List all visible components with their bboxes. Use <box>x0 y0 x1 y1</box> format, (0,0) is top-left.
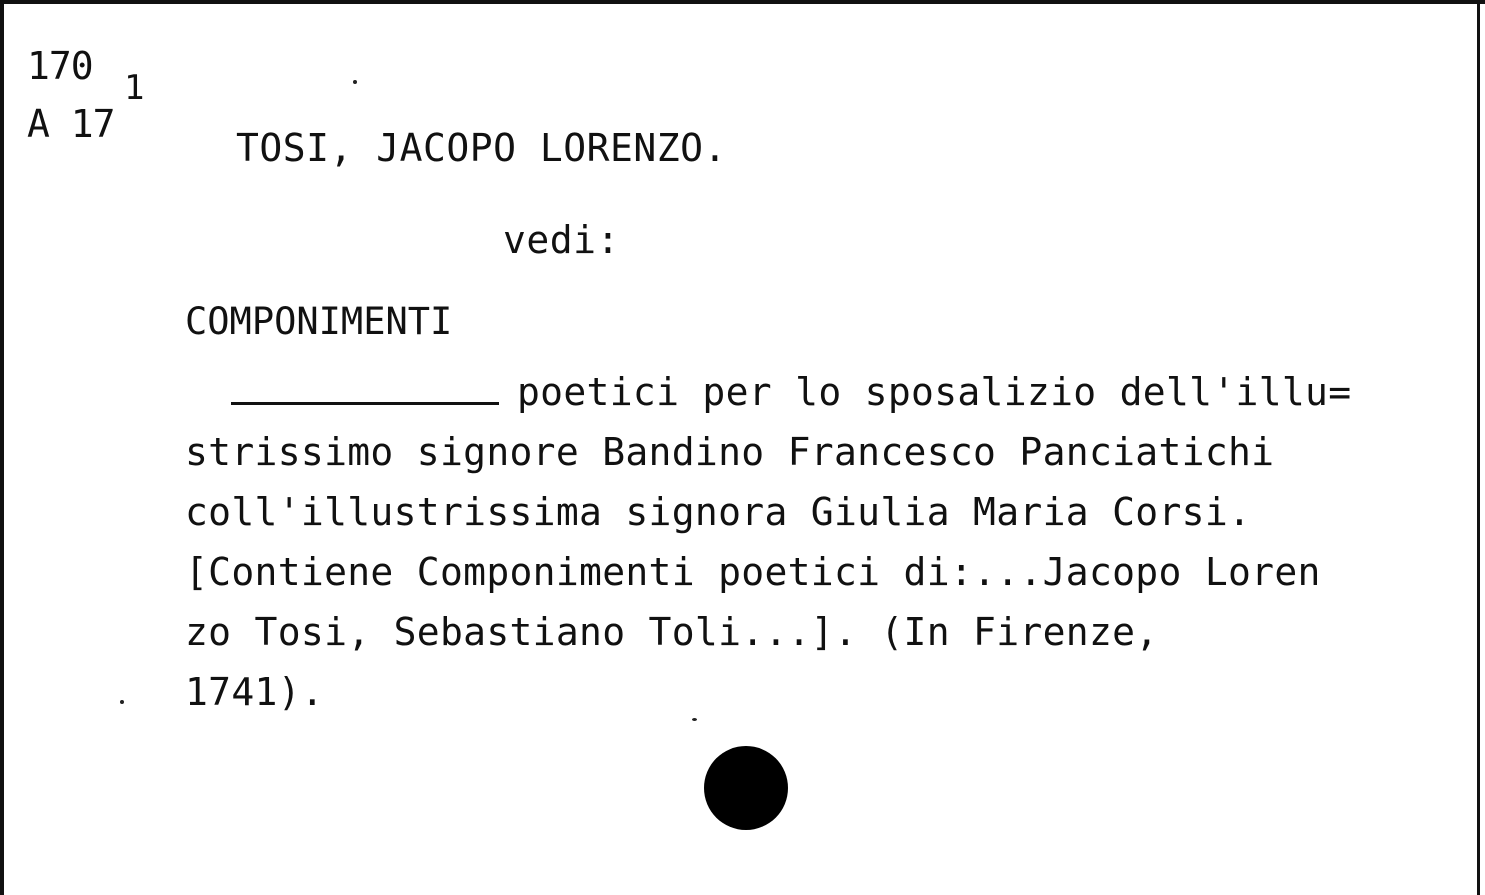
punch-hole <box>704 746 788 830</box>
description-line-text: poetici per lo sposalizio dell'illu= <box>517 370 1352 414</box>
card-edge-left <box>0 0 4 895</box>
card-edge-right <box>1477 0 1480 895</box>
card-edge-top <box>0 0 1485 4</box>
author-heading: TOSI, JACOPO LORENZO. <box>236 126 727 170</box>
description-line: [Contiene Componimenti poetici di:...Jacopo Loren <box>185 550 1321 594</box>
ink-speck <box>120 700 124 704</box>
ink-speck <box>692 718 697 721</box>
description-line <box>185 362 1475 422</box>
title-repeat-dash <box>231 376 499 405</box>
call-number-line1: 170 <box>27 44 93 88</box>
entry-description <box>185 362 1475 722</box>
ink-speck <box>353 80 357 84</box>
description-line: coll'illustrissima signora Giulia Maria Corsi. <box>185 490 1252 534</box>
description-line: strissimo signore Bandino Francesco Panciatichi <box>185 430 1275 474</box>
call-number-line2: A 17 <box>27 102 115 146</box>
description-line: zo Tosi, Sebastiano Toli...]. (In Firenze, <box>185 610 1159 654</box>
description-line: 1741). <box>185 670 325 714</box>
see-reference-label: vedi: <box>503 218 620 262</box>
entry-title: COMPONIMENTI <box>185 300 453 343</box>
call-number-superscript: 1 <box>124 68 144 108</box>
